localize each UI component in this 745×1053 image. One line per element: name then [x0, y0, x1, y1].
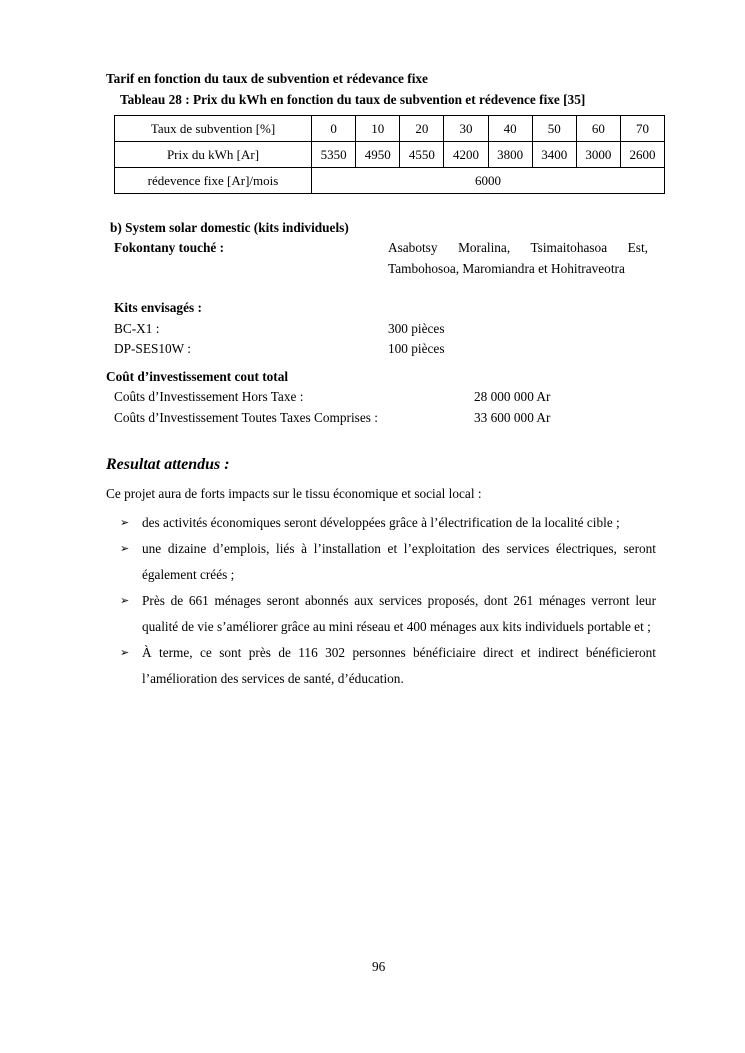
kit-quantity: 100 pièces — [388, 341, 445, 356]
tariff-table — [114, 115, 665, 194]
table-cell: 40 — [488, 116, 532, 142]
table-row — [115, 142, 665, 168]
list-item-text: Près de 661 ménages seront abonnés aux services proposés, dont 261 ménages verront leur qualité de vie s’améliorer grâce au mini réseau et 400 ménages aux kits individuels portable et ; — [142, 593, 656, 634]
table-cell: 4200 — [444, 142, 488, 168]
table-row — [115, 168, 665, 194]
row-header-subsidy-rate: Taux de subvention [%] — [115, 116, 312, 142]
cost-value-ttc: 33 600 000 Ar — [474, 410, 551, 425]
arrow-bullet-icon: ➢ — [120, 516, 130, 529]
list-item — [120, 536, 656, 588]
results-heading: Resultat attendus : — [106, 456, 230, 473]
kit-name: DP-SES10W : — [114, 341, 191, 356]
list-item — [120, 588, 656, 640]
table-cell: 50 — [532, 116, 576, 142]
list-item-text: des activités économiques seront développées grâce à l’électrification de la localité cible ; — [142, 515, 620, 530]
cost-label-ht: Coûts d’Investissement Hors Taxe : — [114, 389, 304, 404]
arrow-bullet-icon: ➢ — [120, 542, 130, 555]
table-cell: 3000 — [576, 142, 620, 168]
row-header-fixed-fee: rédevence fixe [Ar]/mois — [115, 168, 312, 194]
table-cell: 70 — [620, 116, 664, 142]
table-cell: 2600 — [620, 142, 664, 168]
list-item-text: À terme, ce sont près de 116 302 personnes bénéficiaire direct et indirect bénéficieront l’amélioration des services de santé, d’éducation. — [142, 645, 656, 686]
list-item — [120, 510, 656, 536]
table-caption: Tableau 28 : Prix du kWh en fonction du taux de subvention et rédevence fixe [35] — [120, 92, 586, 107]
section-heading: Tarif en fonction du taux de subvention et rédevance fixe — [106, 71, 428, 86]
fokontany-label: Fokontany touché : — [114, 240, 225, 255]
table-cell: 0 — [312, 116, 356, 142]
table-cell: 20 — [400, 116, 444, 142]
kit-name: BC-X1 : — [114, 321, 160, 336]
cost-value-ht: 28 000 000 Ar — [474, 389, 551, 404]
table-cell: 3400 — [532, 142, 576, 168]
arrow-bullet-icon: ➢ — [120, 646, 130, 659]
table-cell: 4550 — [400, 142, 444, 168]
kit-quantity: 300 pièces — [388, 321, 445, 336]
list-item-text: une dizaine d’emplois, liés à l’installation et l’exploitation des services électriques, seront également créés ; — [142, 541, 656, 582]
kits-section-heading: b) System solar domestic (kits individuels) — [110, 220, 349, 235]
kits-label: Kits envisagés : — [114, 300, 202, 315]
cost-heading: Coût d’investissement cout total — [106, 369, 289, 384]
table-row — [115, 116, 665, 142]
results-intro: Ce projet aura de forts impacts sur le tissu économique et social local : — [106, 486, 482, 501]
table-cell: 10 — [356, 116, 400, 142]
table-cell-fixed-fee: 6000 — [312, 168, 665, 194]
row-header-kwh-price: Prix du kWh [Ar] — [115, 142, 312, 168]
table-cell: 4950 — [356, 142, 400, 168]
page-number: 96 — [372, 959, 386, 974]
table-cell: 5350 — [312, 142, 356, 168]
list-item — [120, 640, 656, 692]
table-cell: 60 — [576, 116, 620, 142]
cost-label-ttc: Coûts d’Investissement Toutes Taxes Comprises : — [114, 410, 378, 425]
results-list — [120, 510, 656, 692]
fokontany-value: Asabotsy Moralina, Tsimaitohasoa Est, Tambohosoa, Maromiandra et Hohitraveotra — [388, 240, 648, 276]
arrow-bullet-icon: ➢ — [120, 594, 130, 607]
table-cell: 3800 — [488, 142, 532, 168]
table-cell: 30 — [444, 116, 488, 142]
